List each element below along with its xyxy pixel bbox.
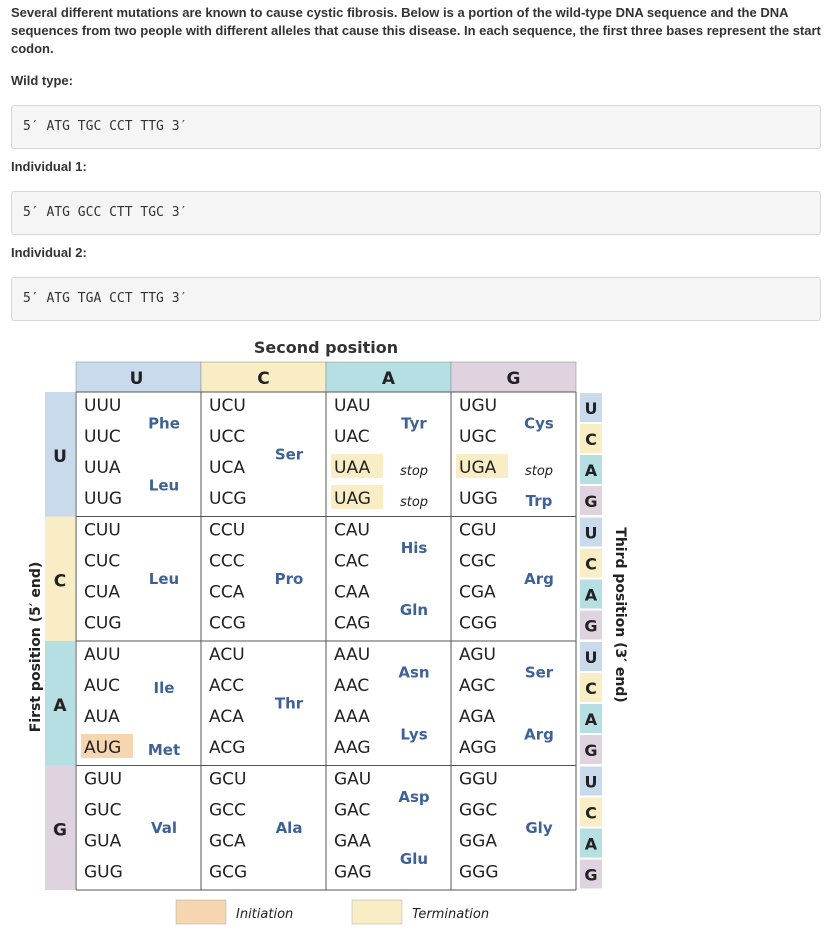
amino-acid-gln: Gln [399, 601, 429, 619]
codon-UGU: UGU [459, 396, 498, 416]
codon-GAG: GAG [334, 862, 372, 883]
stop-label: stop [399, 495, 429, 510]
codon-UUC: UUC [84, 427, 121, 447]
codon-AGA: AGA [459, 707, 496, 727]
wild-type-label: Wild type: [11, 73, 73, 88]
column-header-label-A: A [381, 369, 396, 389]
codon-CGU: CGU [459, 520, 497, 541]
codon-AUU: AUU [84, 645, 121, 665]
amino-acid-trp: Trp [525, 492, 553, 510]
third-position-label-G: G [584, 616, 598, 636]
codon-ACC: ACC [209, 676, 245, 696]
codon-GGU: GGU [459, 769, 498, 790]
codon-UUG: UUG [84, 489, 123, 509]
third-position-label-C: C [585, 430, 597, 449]
row-header-label-G: G [53, 820, 67, 841]
codon-GUC: GUC [84, 800, 122, 821]
third-position-label-G: G [584, 865, 598, 885]
codon-CCC: CCC [209, 551, 245, 572]
amino-acid-asn: Asn [398, 663, 430, 682]
legend-label-initiation: Initiation [236, 907, 294, 922]
codon-UGG: UGG [459, 489, 498, 509]
amino-acid-phe: Phe [148, 414, 180, 433]
amino-acid-met: Met [147, 741, 181, 759]
codon-GAU: GAU [334, 769, 372, 790]
codon-CUA: CUA [84, 582, 120, 603]
codon-UGC: UGC [459, 427, 497, 447]
codon-ACA: ACA [209, 707, 244, 727]
codon-GGG: GGG [459, 862, 499, 883]
third-position-label-A: A [584, 710, 598, 729]
codon-CAU: CAU [334, 520, 370, 541]
third-position-label-G: G [584, 741, 598, 760]
first-position-axis-label: First position (5′ end) [28, 561, 44, 733]
third-position-axis-label: Third position (3′ end) [612, 527, 628, 703]
amino-acid-gly: Gly [525, 819, 553, 837]
amino-acid-lys: Lys [400, 725, 428, 744]
third-position-label-A: A [584, 585, 598, 605]
third-position-label-C: C [585, 803, 597, 823]
codon-CCA: CCA [209, 582, 245, 603]
amino-acid-ser: Ser [524, 663, 554, 682]
codon-UUU: UUU [84, 396, 122, 416]
codon-CUG: CUG [84, 613, 122, 634]
amino-acid-leu: Leu [148, 476, 180, 495]
third-position-label-U: U [584, 772, 598, 792]
third-position-label-C: C [585, 554, 597, 574]
codon-UCA: UCA [209, 458, 245, 478]
legend-swatch-initiation [176, 900, 226, 924]
codon-UCU: UCU [209, 396, 246, 416]
row-header-label-A: A [53, 696, 67, 716]
codon-AAC: AAC [334, 676, 370, 696]
codon-AUA: AUA [84, 707, 120, 727]
amino-acid-ile: Ile [153, 679, 175, 697]
codon-table [0, 330, 834, 932]
stop-label: stop [399, 464, 429, 479]
codon-AAA: AAA [334, 707, 370, 727]
legend-swatch-termination [352, 900, 402, 924]
codon-CGC: CGC [459, 551, 496, 572]
codon-CGG: CGG [459, 613, 498, 634]
codon-GCC: GCC [209, 800, 246, 821]
codon-UUA: UUA [84, 458, 121, 478]
codon-GAA: GAA [334, 831, 371, 852]
third-position-label-U: U [584, 399, 598, 418]
row-header-label-C: C [53, 571, 67, 592]
codon-AAG: AAG [334, 738, 371, 758]
third-position-label-A: A [584, 461, 598, 480]
codon-GCA: GCA [209, 831, 246, 852]
third-position-label-U: U [584, 648, 598, 667]
amino-acid-ser: Ser [274, 445, 304, 464]
codon-CAG: CAG [334, 613, 371, 634]
third-position-label-G: G [584, 492, 598, 511]
amino-acid-leu: Leu [148, 570, 180, 588]
codon-ACU: ACU [209, 645, 245, 665]
codon-GCG: GCG [209, 862, 248, 883]
second-position-title: Second position [253, 338, 399, 357]
legend-label-termination: Termination [412, 907, 490, 922]
codon-UAG: UAG [334, 489, 371, 509]
individual-2-label: Individual 2: [11, 245, 87, 260]
individual-1-label: Individual 1: [11, 159, 87, 174]
question-intro: Several different mutations are known to cause cystic fibrosis. Below is a portion of the wild-type DNA sequence and the DNA sequences from two people with different alleles that cause this disease. In each sequence, the first three bases represent the start codon. [11, 5, 821, 56]
codon-GUG: GUG [84, 862, 123, 883]
codon-ACG: ACG [209, 738, 246, 758]
codon-CAA: CAA [334, 582, 370, 603]
codon-AGU: AGU [459, 645, 496, 665]
stop-label: stop [524, 464, 554, 479]
third-position-label-C: C [585, 679, 597, 698]
codon-UAA: UAA [334, 458, 371, 478]
codon-GGA: GGA [459, 831, 497, 852]
codon-CCG: CCG [209, 613, 246, 634]
codon-GUA: GUA [84, 831, 122, 852]
codon-AGG: AGG [459, 738, 497, 758]
amino-acid-pro: Pro [274, 570, 304, 588]
amino-acid-ala: Ala [275, 819, 303, 837]
amino-acid-arg: Arg [524, 725, 554, 744]
codon-CAC: CAC [334, 551, 370, 572]
individual-2-sequence-box: 5′ ATG TGA CCT TTG 3′ [11, 277, 821, 321]
codon-AUC: AUC [84, 676, 120, 696]
amino-acid-glu: Glu [399, 850, 429, 868]
third-position-label-U: U [584, 523, 598, 543]
amino-acid-cys: Cys [524, 414, 554, 433]
column-header-label-U: U [129, 369, 144, 389]
amino-acid-tyr: Tyr [401, 414, 427, 433]
codon-GGC: GGC [459, 800, 498, 821]
codon-CUC: CUC [84, 551, 121, 572]
codon-AGC: AGC [459, 676, 496, 696]
codon-UCC: UCC [209, 427, 246, 447]
codon-AAU: AAU [334, 645, 371, 665]
amino-acid-arg: Arg [524, 570, 554, 588]
codon-GUU: GUU [84, 769, 123, 790]
third-position-label-A: A [584, 834, 598, 854]
codon-AUG: AUG [84, 738, 122, 758]
codon-GAC: GAC [334, 800, 371, 821]
amino-acid-asp: Asp [398, 788, 430, 806]
amino-acid-val: Val [150, 819, 178, 837]
column-header-label-C: C [257, 369, 270, 389]
row-header-label-U: U [53, 447, 67, 467]
codon-CUU: CUU [84, 520, 121, 541]
codon-UGA: UGA [459, 458, 497, 478]
individual-1-sequence-box: 5′ ATG GCC CTT TGC 3′ [11, 191, 821, 235]
column-header-label-G: G [506, 369, 521, 389]
codon-UAC: UAC [334, 427, 370, 447]
amino-acid-his: His [400, 539, 428, 557]
codon-UAU: UAU [334, 396, 371, 416]
wild-type-sequence-box: 5′ ATG TGC CCT TTG 3′ [11, 105, 821, 149]
codon-CGA: CGA [459, 582, 496, 603]
codon-GCU: GCU [209, 769, 247, 790]
amino-acid-thr: Thr [274, 694, 304, 713]
codon-CCU: CCU [209, 520, 246, 541]
codon-UCG: UCG [209, 489, 247, 509]
